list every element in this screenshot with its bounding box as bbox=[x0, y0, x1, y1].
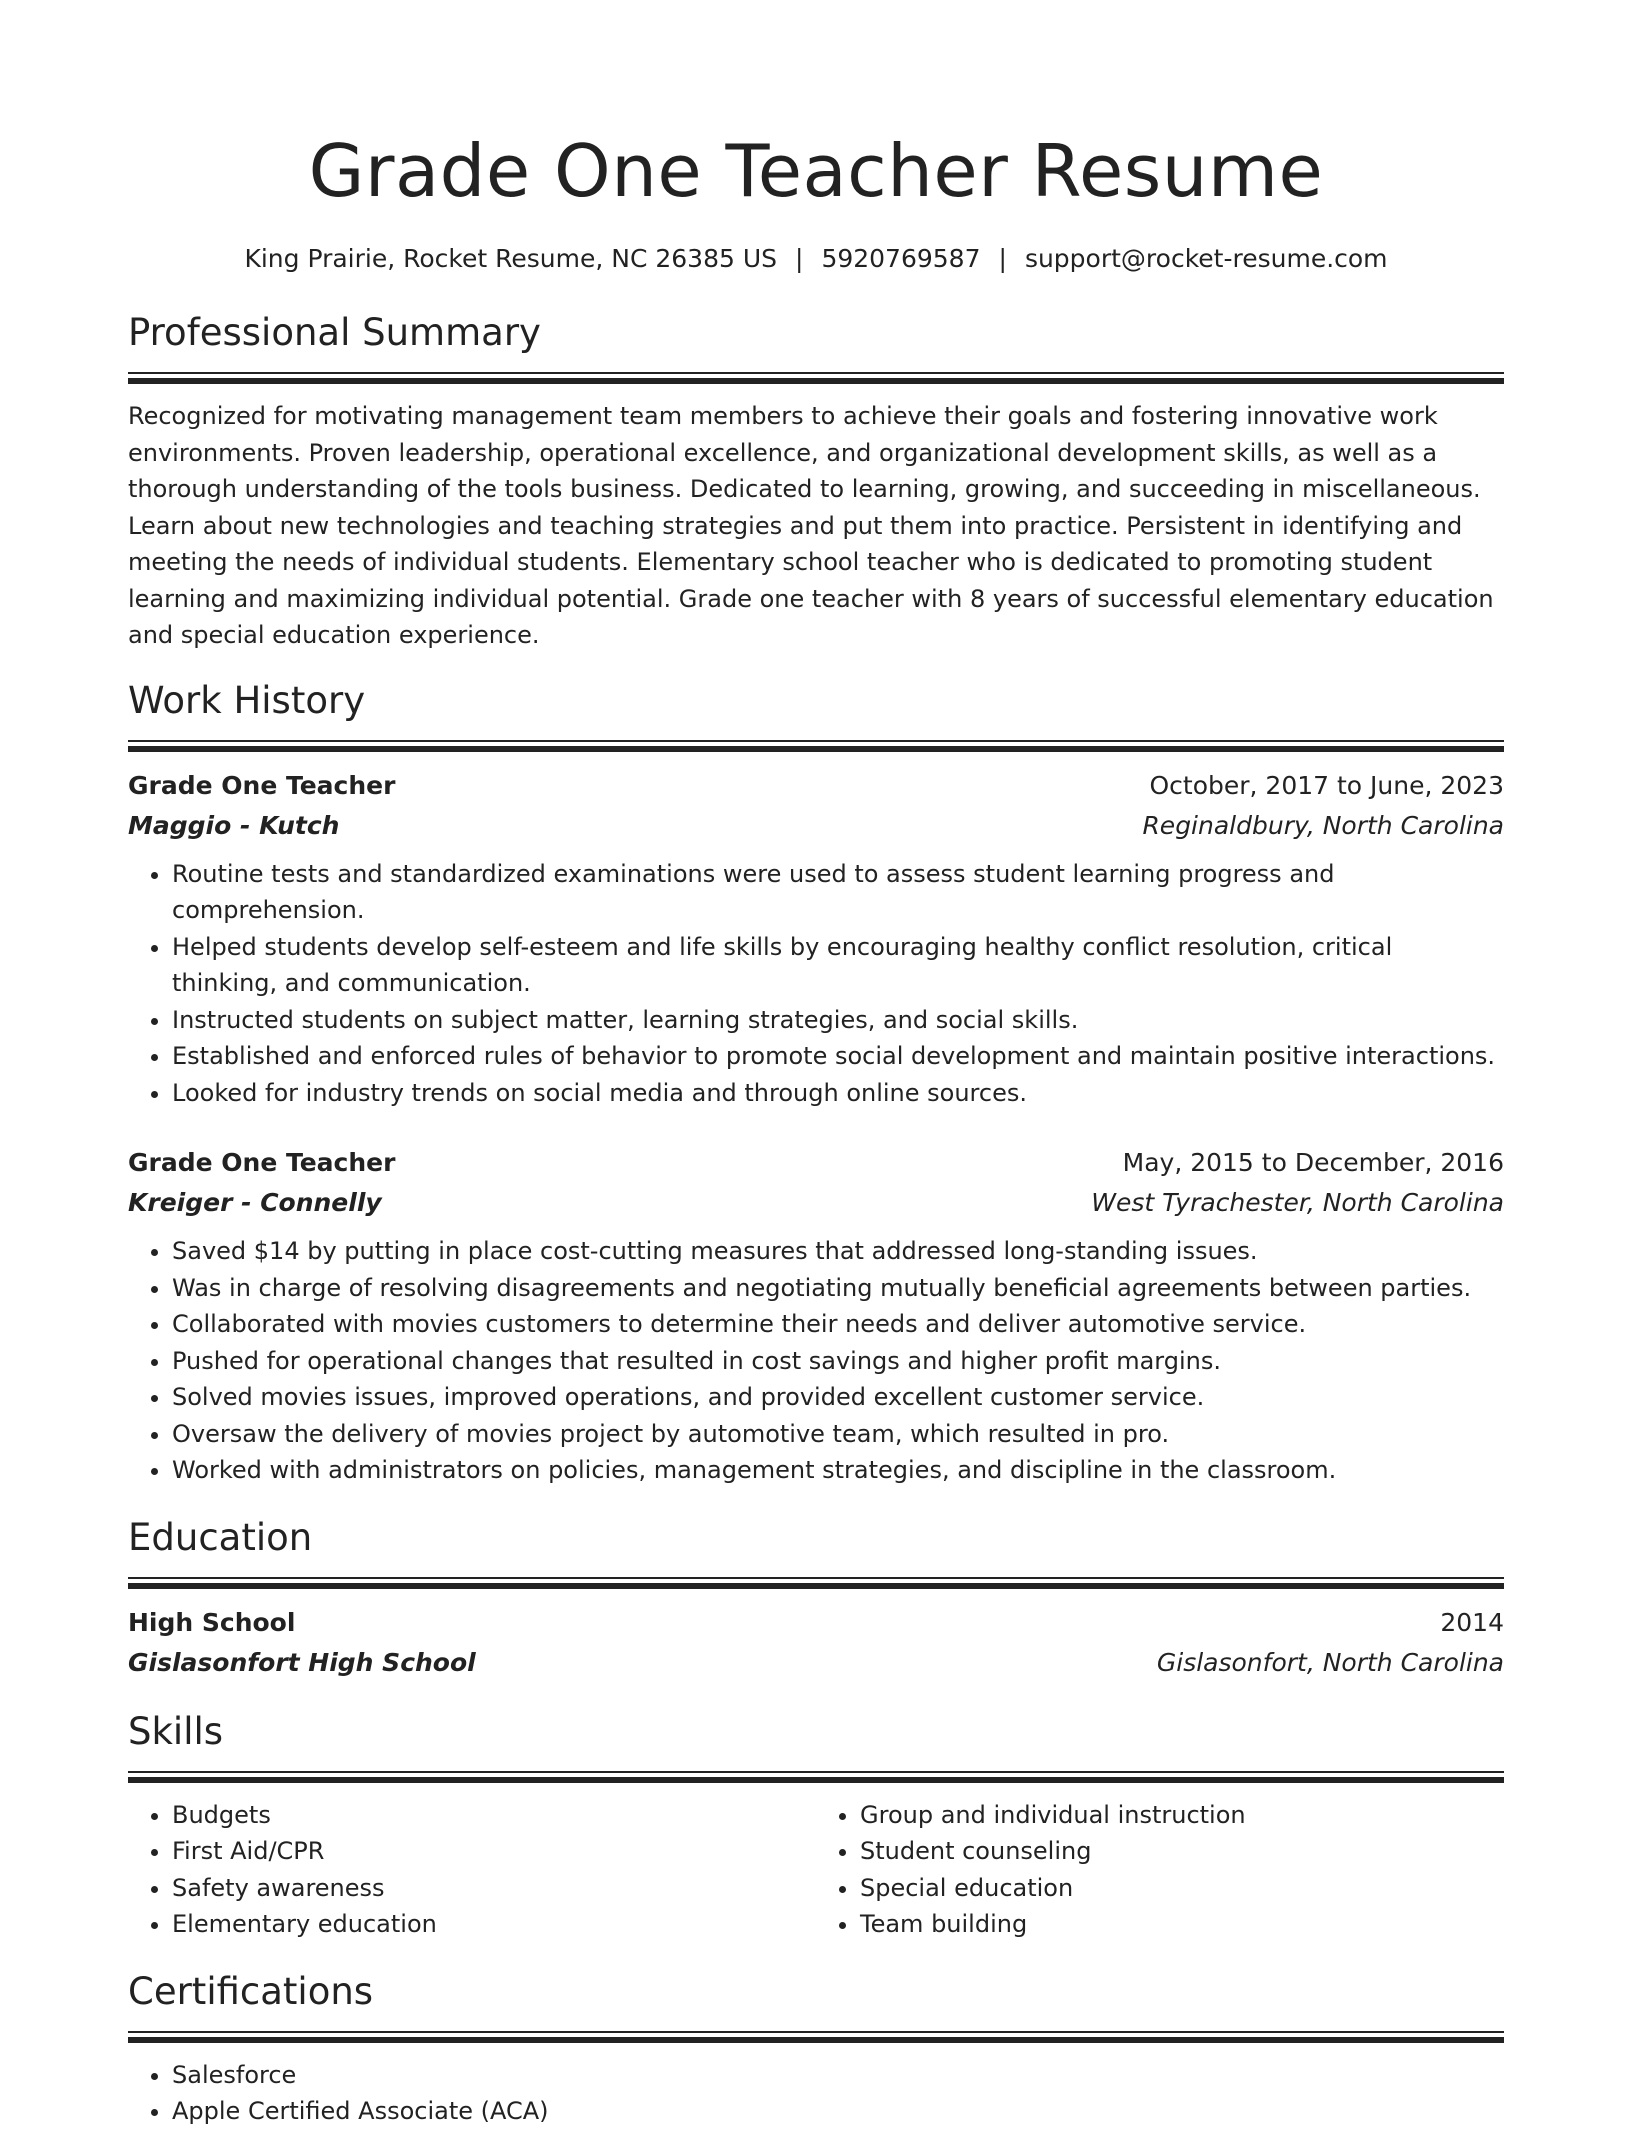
section-divider bbox=[128, 740, 1504, 752]
job-company-row bbox=[128, 1183, 1504, 1223]
job-dates: October, 2017 to June, 2023 bbox=[1149, 770, 1504, 800]
skills-list-right bbox=[816, 1797, 1504, 1943]
job-title: Grade One Teacher bbox=[128, 1148, 396, 1177]
job-title-row bbox=[128, 1143, 1504, 1183]
skills-list-left bbox=[128, 1797, 816, 1943]
list-item: • Budgets bbox=[172, 1797, 816, 1834]
job-entry bbox=[128, 766, 1504, 1112]
education-degree-row bbox=[128, 1603, 1504, 1643]
list-item: • Team building bbox=[860, 1906, 1504, 1943]
section-divider bbox=[128, 2031, 1504, 2043]
section-heading: Work History bbox=[128, 678, 366, 722]
list-item: • Was in charge of resolving disagreements and negotiating mutually beneficial agreements between parties. bbox=[172, 1270, 1504, 1307]
job-dates: May, 2015 to December, 2016 bbox=[1122, 1148, 1504, 1177]
section-heading: Certifications bbox=[128, 1969, 374, 2013]
contact-phone: 5920769587 bbox=[821, 244, 981, 273]
summary-text: Recognized for motivating management team members to achieve their goals and fostering innovative work environments. Proven leadership, operational excellence, and organizational development skills, as well as a thorough understanding of the tools business. Dedicated to learning, growing, and succeeding in miscellaneous. Learn about new technologies and teaching strategies and put them into practice. Persistent in identifying and meeting the needs of individual students. Elementary school teacher who is dedicated to promoting student learning and maximizing individual potential. Grade one teacher with 8 years of successful elementary education and special education experience. bbox=[128, 402, 1494, 649]
job-company-row bbox=[128, 806, 1504, 846]
work-history-section bbox=[128, 676, 1504, 1489]
job-title: Grade One Teacher bbox=[128, 770, 396, 800]
list-item: • Helped students develop self-esteem and life skills by encouraging healthy conflict resolution, critical thinking, and communication. bbox=[172, 929, 1504, 1002]
list-item: • Looked for industry trends on social media and through online sources. bbox=[172, 1075, 1504, 1112]
list-item: • Instructed students on subject matter, learning strategies, and social skills. bbox=[172, 1002, 1504, 1039]
job-entry bbox=[128, 1143, 1504, 1489]
contact-email: support@rocket-resume.com bbox=[1024, 244, 1388, 273]
certifications-section bbox=[128, 1967, 1504, 2130]
section-heading: Skills bbox=[128, 1709, 224, 1753]
job-bullets bbox=[128, 1233, 1504, 1489]
section-divider bbox=[128, 1577, 1504, 1589]
education-section bbox=[128, 1513, 1504, 1683]
list-item: • Routine tests and standardized examinations were used to assess student learning progress and comprehension. bbox=[172, 856, 1504, 929]
list-item: • Safety awareness bbox=[172, 1870, 816, 1907]
certifications-list bbox=[128, 2057, 1504, 2130]
summary-section bbox=[128, 308, 1504, 654]
job-location: Reginaldbury, North Carolina bbox=[1142, 810, 1504, 840]
list-item: • Special education bbox=[860, 1870, 1504, 1907]
contact-address: King Prairie, Rocket Resume, NC 26385 US bbox=[244, 244, 777, 273]
job-company: Kreiger - Connelly bbox=[128, 1188, 382, 1217]
education-degree: High School bbox=[128, 1607, 296, 1637]
section-divider bbox=[128, 1771, 1504, 1783]
education-year: 2014 bbox=[1440, 1607, 1504, 1637]
list-item: • Solved movies issues, improved operations, and provided excellent customer service. bbox=[172, 1379, 1504, 1416]
list-item: • First Aid/CPR bbox=[172, 1833, 816, 1870]
job-company: Maggio - Kutch bbox=[128, 810, 340, 840]
section-heading: Education bbox=[128, 1515, 313, 1559]
list-item: • Salesforce bbox=[172, 2057, 1504, 2094]
list-item: • Group and individual instruction bbox=[860, 1797, 1504, 1834]
contact-separator: | bbox=[795, 244, 804, 273]
contact-line bbox=[128, 240, 1504, 278]
education-entry bbox=[128, 1603, 1504, 1683]
list-item: • Worked with administrators on policies, management strategies, and discipline in the classroom. bbox=[172, 1452, 1504, 1489]
job-location: West Tyrachester, North Carolina bbox=[1091, 1188, 1504, 1217]
list-item: • Elementary education bbox=[172, 1906, 816, 1943]
section-divider bbox=[128, 372, 1504, 384]
job-title-row bbox=[128, 766, 1504, 806]
list-item: • Pushed for operational changes that resulted in cost savings and higher profit margins. bbox=[172, 1343, 1504, 1380]
list-item: • Saved $14 by putting in place cost-cutting measures that addressed long-standing issues. bbox=[172, 1233, 1504, 1270]
skills-section bbox=[128, 1707, 1504, 1943]
skills-columns bbox=[128, 1797, 1504, 1943]
list-item: • Apple Certified Associate (ACA) bbox=[172, 2093, 1504, 2130]
list-item: • Established and enforced rules of behavior to promote social development and maintain positive interactions. bbox=[172, 1038, 1504, 1075]
education-location: Gislasonfort, North Carolina bbox=[1156, 1647, 1504, 1677]
list-item: • Oversaw the delivery of movies project by automotive team, which resulted in pro. bbox=[172, 1416, 1504, 1453]
list-item: • Student counseling bbox=[860, 1833, 1504, 1870]
job-bullets bbox=[128, 856, 1504, 1112]
education-school: Gislasonfort High School bbox=[128, 1647, 476, 1677]
education-school-row bbox=[128, 1643, 1504, 1683]
section-heading: Professional Summary bbox=[128, 311, 541, 354]
contact-separator: | bbox=[998, 244, 1007, 273]
list-item: • Collaborated with movies customers to determine their needs and deliver automotive service. bbox=[172, 1306, 1504, 1343]
resume-title: Grade One Teacher Resume bbox=[308, 129, 1324, 213]
